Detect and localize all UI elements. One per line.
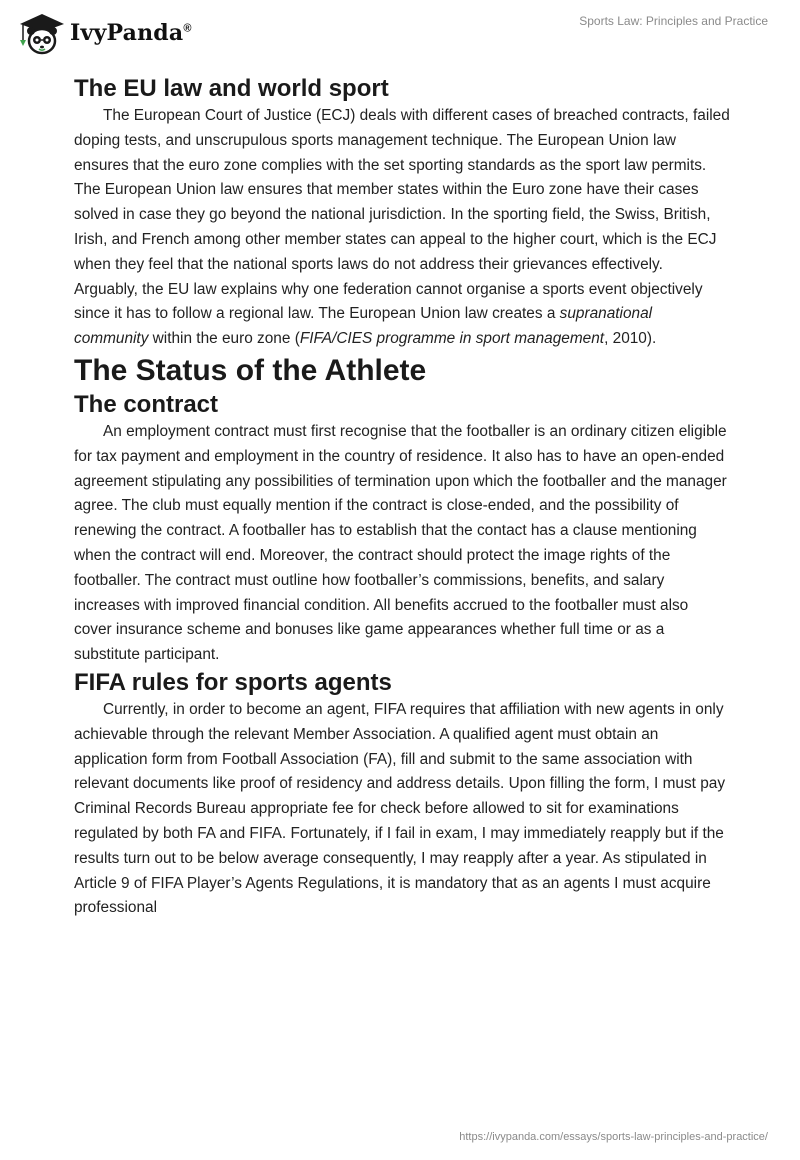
paragraph-contract: An employment contract must first recognise that the footballer is an ordinary citizen eligible for tax payment and employment in the country of residence. It also has to have an open-ended agreement stipulating any possibilities of termination upon which the footballer and the manager agree. The club must equally mention if the contract is close-ended, and the possibility of renewing the contract. A footballer has to establish that the contact has a clause mentioning when the contract will end. Moreover, the contract should protect the image rights of the footballer. The contract must outline how footballer’s commissions, benefits, and salary increases with improved financial condition. All benefits accrued to the footballer must also cover insurance scheme and bonuses like game appearances whether full time or as a substitute participant. xyxy=(74,422,727,664)
page-header xyxy=(0,0,800,70)
essay-content xyxy=(74,74,730,921)
brand-name: IvyPanda® xyxy=(70,20,192,46)
emphasis-supranational: supranational community xyxy=(74,305,653,348)
heading-eu-law: The EU law and world sport xyxy=(74,75,389,102)
paragraph-fifa-rules: Currently, in order to become an agent, FIFA requires that affiliation with new agents in only achievable through the relevant Member Association. A qualified agent must obtain an application form from Football Association (FA), fill and submit to the same association with relevant documents like proof of residency and address details. Upon filling the form, I must pay Criminal Records Bureau appropriate fee for check before allowed to sit for examinations regulated by both FA and FIFA. Fortunately, if I fail in exam, I may immediately reapply but if the results turn out to be below average consequently, I may reapply after a year. As stipulated in Article 9 of FIFA Player’s Agents Regulations, it is mandatory that as an agents I must acquire professional xyxy=(74,700,726,917)
brand-logo[interactable] xyxy=(14,10,192,56)
document-title: Sports Law: Principles and Practice xyxy=(579,14,768,28)
paragraph-eu-law: The European Court of Justice (ECJ) deals with different cases of breached contracts, failed doping tests, and unscrupulous sports management technique. The European Union law ensures that the euro zone complies with the set sporting standards as the sport law permits. The European Union law ensures that member states within the Euro zone have their cases solved in case they go beyond the national jurisdiction. In the sporting field, the Swiss, British, Irish, and French among other member states can appeal to the higher court, which is the ECJ when they feel that the national sports laws do not address their grievances effectively. Arguably, the EU law explains why one federation cannot organise a sports event objectively since it has to follow a regional law. The European Union law creates a supranational community within the euro zone (FIFA/CIES programme in sport management, 2010). xyxy=(74,107,730,348)
footer-url[interactable]: https://ivypanda.com/essays/sports-law-principles-and-practice/ xyxy=(459,1131,768,1143)
heading-status-athlete: The Status of the Athlete xyxy=(74,353,427,387)
heading-contract: The contract xyxy=(74,390,219,418)
panda-graduate-logo-icon xyxy=(14,10,64,56)
emphasis-citation-title: FIFA/CIES programme in sport management xyxy=(299,330,605,348)
heading-fifa-rules: FIFA rules for sports agents xyxy=(74,668,392,696)
